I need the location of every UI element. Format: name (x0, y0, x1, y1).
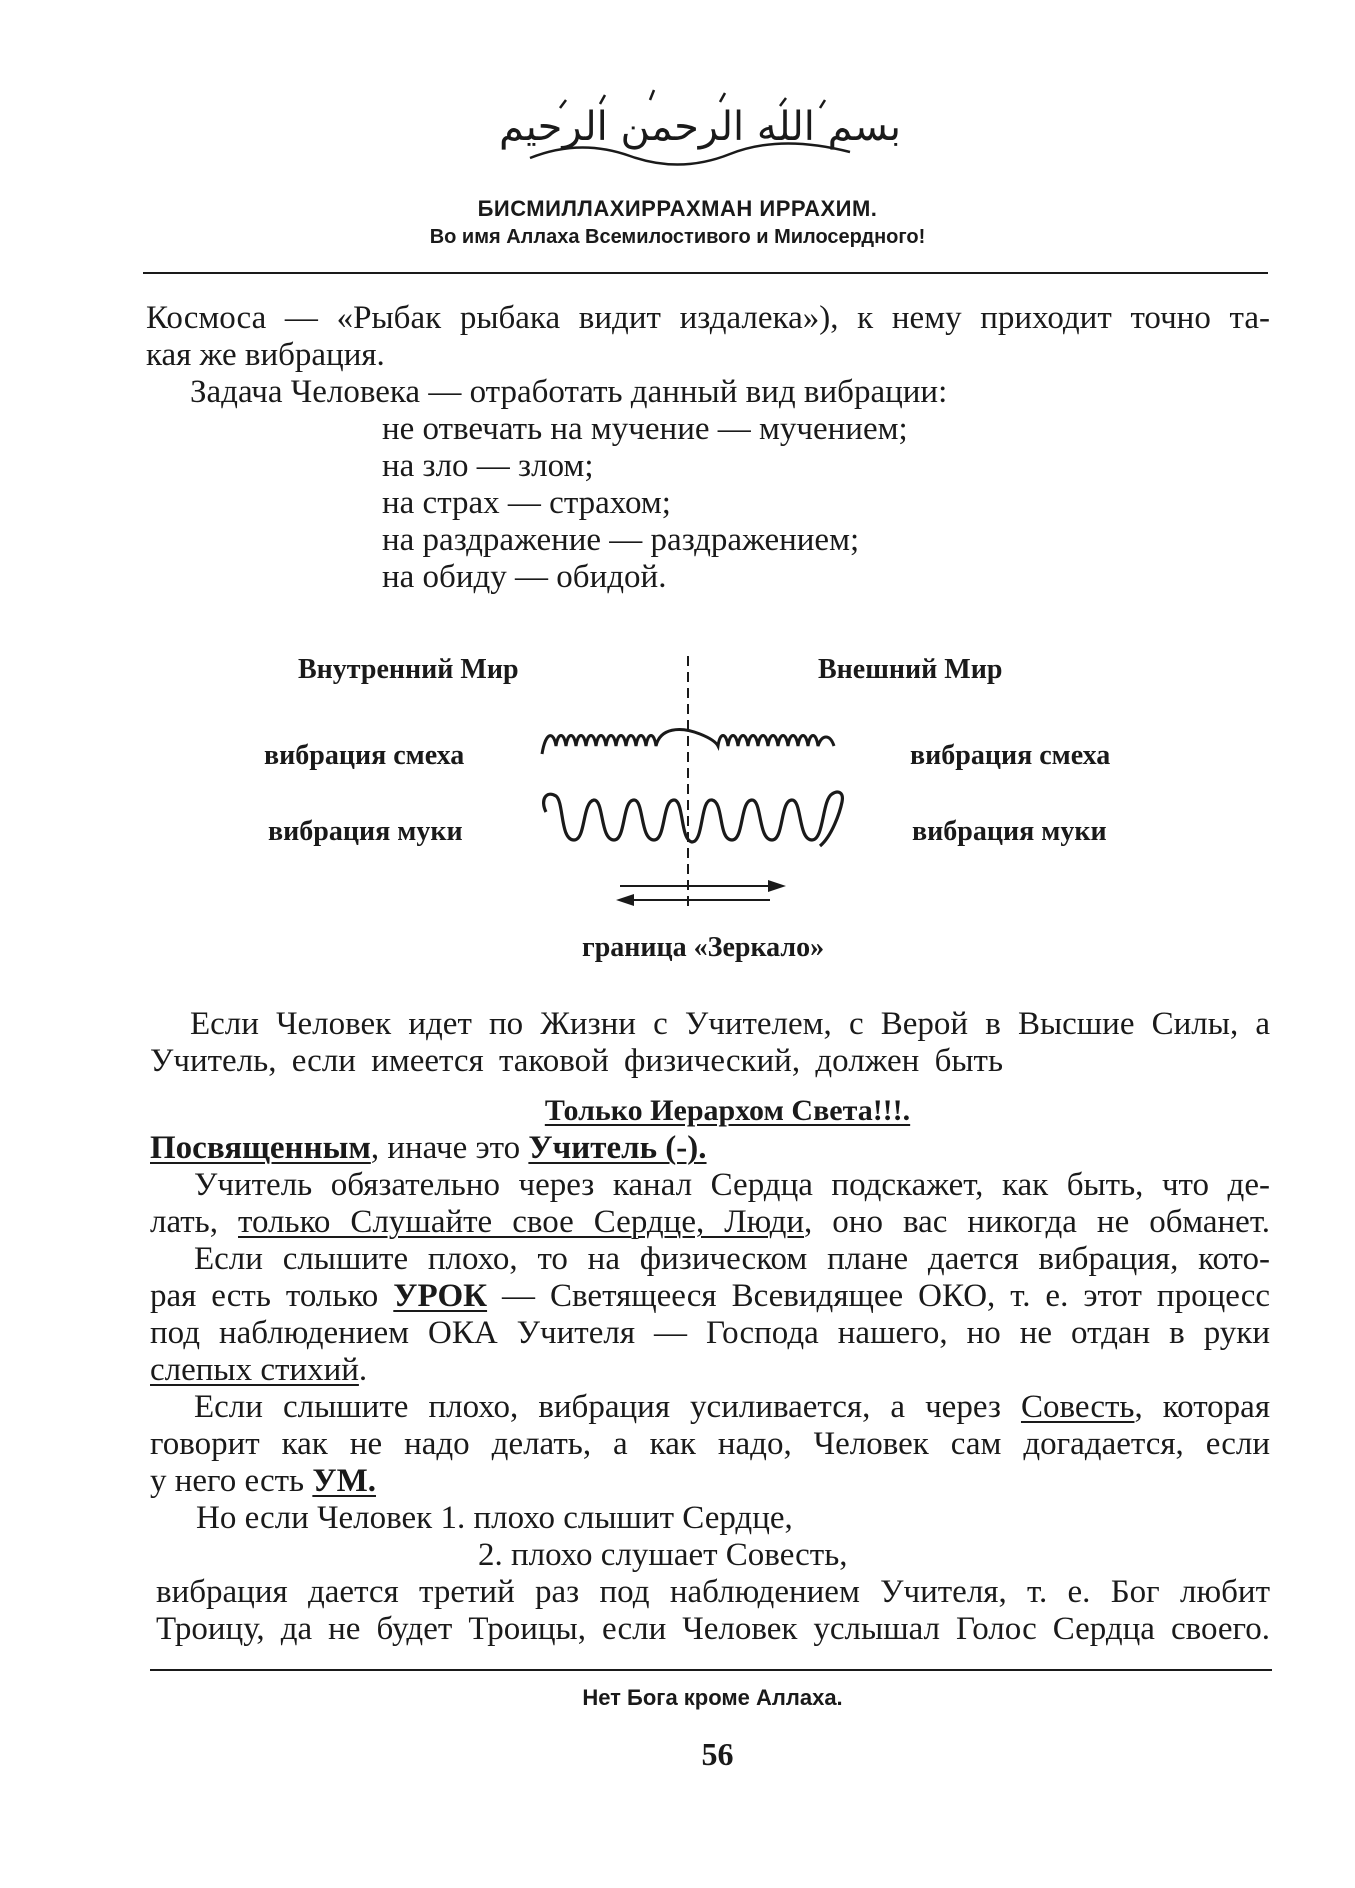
para4-line3-start: у него есть (150, 1463, 305, 1499)
laugh-vibration-right-label: вибрация смеха (910, 740, 1111, 771)
para3-line3: под наблюдением ОКА Учителя — Господа нашего, но не отдан в руки (150, 1315, 1270, 1351)
laugh-vibration-left-label: вибрация смеха (264, 740, 465, 771)
task-item-4: на раздражение — раздражением; (382, 522, 860, 558)
task-item-1: не отвечать на мучение — мучением; (382, 411, 908, 447)
initiated-line (150, 1130, 707, 1167)
para5-line1: Но если Человек 1. плохо слышит Сердце, (196, 1500, 793, 1536)
task-statement: Задача Человека — отработать данный вид вибрации: (190, 374, 948, 410)
pain-vibration-left-label: вибрация муки (268, 816, 463, 847)
boundary-mirror-label: граница «Зеркало» (582, 932, 825, 963)
blind-elements-phrase: слепых стихий (150, 1352, 359, 1388)
intro-line-1: Космоса — «Рыбак рыбака видит издалека»), к нему приходит точно та- (146, 300, 1270, 336)
para2-line1: Учитель обязательно через канал Сердца подскажет, как быть, что де- (194, 1167, 1270, 1203)
inner-world-label: Внутренний Мир (298, 654, 519, 685)
para4-line2: говорит как не надо делать, а как надо, Человек сам догадается, если (150, 1426, 1270, 1462)
teacher-minus: Учитель (-). (528, 1130, 707, 1166)
hierarch-heading: Только Иерархом Света!!!. (544, 1094, 911, 1127)
mind-word: УМ. (312, 1463, 376, 1499)
bismillah-arabic-text: بسم الله الرحمن الرحيم (498, 104, 902, 150)
para4-line1 (194, 1389, 1270, 1426)
para3-line2-start: рая есть только (150, 1278, 379, 1314)
para3-line4-end: . (358, 1352, 368, 1388)
para5-line4: Троицу, да не будет Троицы, если Человек услышал Голос Сердца своего. (156, 1611, 1270, 1647)
arrow-right-head (768, 880, 786, 892)
initiated-rest: , иначе это (370, 1130, 521, 1166)
header-rule (143, 272, 1268, 274)
arrow-left-head (616, 894, 634, 906)
para3-line2 (150, 1278, 1270, 1315)
para4-line3 (150, 1463, 376, 1500)
bismillah-calligraphy (498, 78, 902, 178)
task-item-2: на зло — злом; (382, 448, 594, 484)
para5-line3: вибрация дается третий раз под наблюдением Учителя, т. е. Бог любит (156, 1574, 1270, 1610)
para3-line4 (150, 1352, 367, 1389)
conscience-word: Совесть (1020, 1389, 1135, 1425)
intro-line-2: кая же вибрация. (146, 337, 385, 373)
pain-vibration-right-label: вибрация муки (912, 816, 1107, 847)
pain-wave (544, 792, 843, 846)
vibration-diagram (520, 650, 900, 900)
footer-rule (150, 1669, 1272, 1671)
para4-line1-start: Если слышите плохо, вибрация усиливается, а через (194, 1389, 1001, 1425)
para3-line1: Если слышите плохо, то на физическом плане дается вибрация, кото- (194, 1241, 1270, 1277)
task-item-3: на страх — страхом; (382, 485, 671, 521)
task-item-5: на обиду — обидой. (382, 559, 667, 595)
header-title: БИСМИЛЛАХИРРАХМАН ИРРАХИМ. (477, 196, 878, 221)
para5-line2: 2. плохо слушает Совесть, (478, 1537, 848, 1573)
para4-line1-end: , которая (1134, 1389, 1271, 1425)
footer-motto: Нет Бога кроме Аллаха. (582, 1685, 843, 1710)
para3-line2-end: — Светящееся Всевидящее ОКО, т. е. этот процесс (487, 1278, 1271, 1314)
initiated-word: Посвященным (150, 1130, 371, 1166)
para1-line2: Учитель, если имеется таковой физический, должен быть (150, 1043, 1004, 1079)
listen-heart-phrase: только Слушайте свое Сердце, Люди (238, 1204, 805, 1240)
lesson-word: УРОК (393, 1278, 488, 1314)
para2-line2-start: лать, (150, 1204, 218, 1240)
header-subtitle: Во имя Аллаха Всемилостивого и Милосердного! (429, 226, 926, 248)
page-number: 56 (701, 1736, 734, 1772)
para2-line2-end: , оно вас никогда не обманет. (804, 1204, 1271, 1240)
para2-line2 (150, 1204, 1270, 1241)
para1-line1: Если Человек идет по Жизни с Учителем, с Верой в Высшие Силы, а (190, 1006, 1270, 1042)
outer-world-label: Внешний Мир (818, 654, 1003, 685)
